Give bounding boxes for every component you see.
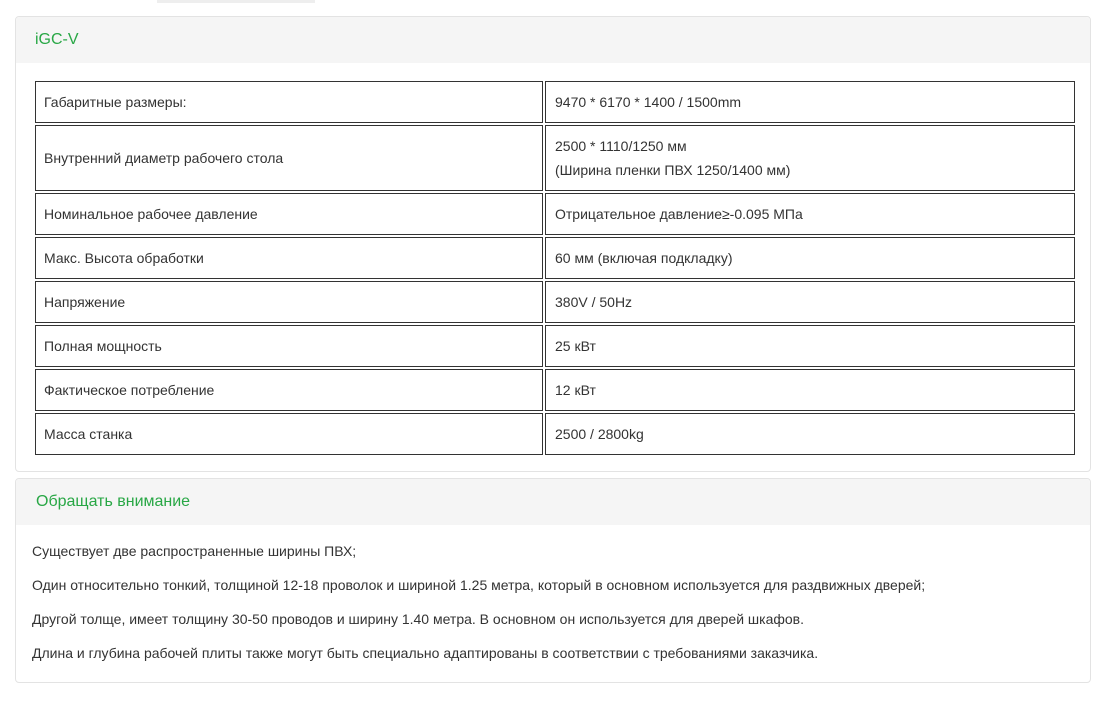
spec-value-table-diameter: [545, 125, 1075, 191]
spec-label-max-height: Макс. Высота обработки: [35, 237, 543, 279]
note-paragraph: Существует две распространенные ширины ПВХ;: [32, 543, 357, 559]
spec-value-pressure: Отрицательное давление≥-0.095 МПа: [545, 193, 1075, 235]
spec-value-total-power: 25 кВт: [545, 325, 1075, 367]
table-row: [35, 193, 1075, 235]
table-row: [35, 369, 1075, 411]
note-paragraph: Длина и глубина рабочей плиты также могут быть специально адаптированы в соответствии с требованиями заказчика.: [32, 645, 819, 661]
spec-label-dimensions: Габаритные размеры:: [35, 81, 543, 123]
spec-label-table-diameter: Внутренний диаметр рабочего стола: [35, 125, 543, 191]
table-row: [35, 125, 1075, 191]
notes-panel: [15, 478, 1091, 683]
specs-panel: [15, 16, 1091, 472]
spec-value-voltage: 380V / 50Hz: [545, 281, 1075, 323]
notes-panel-title: Обращать внимание: [16, 479, 1090, 525]
note-paragraph: Другой толще, имеет толщину 30-50 проводов и ширину 1.40 метра. В основном он используется для дверей шкафов.: [32, 611, 804, 627]
spec-value-machine-mass: 2500 / 2800kg: [545, 413, 1075, 455]
spec-label-pressure: Номинальное рабочее давление: [35, 193, 543, 235]
table-row: [35, 81, 1075, 123]
specs-table: [33, 79, 1077, 457]
spec-value-table-diameter-line1: 2500 * 1110/1250 мм: [555, 138, 687, 154]
table-row: [35, 325, 1075, 367]
spec-label-total-power: Полная мощность: [35, 325, 543, 367]
specs-panel-title: iGC-V: [16, 17, 1090, 63]
spec-value-table-diameter-line2: (Ширина пленки ПВХ 1250/1400 мм): [555, 162, 791, 178]
table-row: [35, 413, 1075, 455]
spec-value-dimensions: 9470 * 6170 * 1400 / 1500mm: [545, 81, 1075, 123]
note-paragraph: Один относительно тонкий, толщиной 12-18 проволок и шириной 1.25 метра, который в основном используется для раздвижных дверей;: [32, 577, 926, 593]
spec-label-actual-consumption: Фактическое потребление: [35, 369, 543, 411]
notes-body: [16, 525, 1090, 662]
table-row: [35, 237, 1075, 279]
spec-label-voltage: Напряжение: [35, 281, 543, 323]
spec-label-machine-mass: Масса станка: [35, 413, 543, 455]
spec-value-actual-consumption: 12 кВт: [545, 369, 1075, 411]
table-row: [35, 281, 1075, 323]
top-tab-strip: [157, 0, 315, 3]
spec-value-max-height: 60 мм (включая подкладку): [545, 237, 1075, 279]
